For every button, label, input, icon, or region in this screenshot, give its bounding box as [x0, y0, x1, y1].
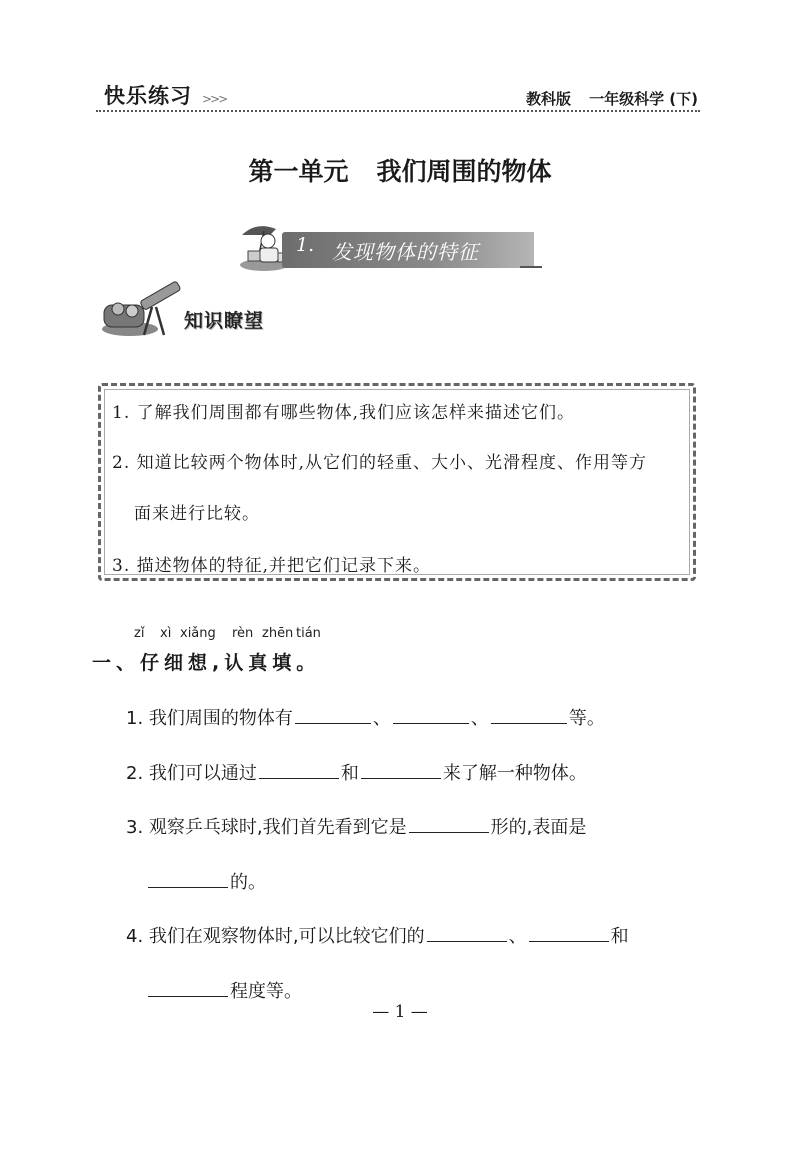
learning-goal-2-cont: 面来进行比较。	[134, 504, 260, 524]
answer-blank[interactable]	[529, 923, 609, 942]
series-title: 快乐练习	[104, 84, 192, 108]
question-2-mid: 和	[340, 763, 359, 784]
edition-label: 教科版	[526, 90, 572, 108]
pinyin-xi: xì	[160, 626, 172, 641]
question-3-text: 3. 观察乒乓球时,我们首先看到它是	[126, 817, 407, 838]
question-3-end: 的。	[230, 872, 266, 893]
answer-blank[interactable]	[409, 814, 489, 833]
answer-blank[interactable]	[148, 869, 228, 888]
question-4-cont	[146, 977, 302, 1003]
lesson-title: 发现物体的特征	[332, 240, 479, 264]
learning-goal-2: 2. 知道比较两个物体时,从它们的轻重、大小、光滑程度、作用等方	[112, 453, 648, 473]
question-3-cont	[146, 868, 266, 894]
answer-blank[interactable]	[361, 760, 441, 779]
question-1	[126, 704, 605, 730]
page-title	[0, 152, 800, 188]
pinyin-zi: zǐ	[134, 626, 145, 641]
question-4-end: 程度等。	[230, 981, 302, 1002]
unit-name: 我们周围的物体	[376, 157, 552, 186]
exercise-heading: 一、仔细想,认真填。	[92, 652, 321, 674]
question-4	[126, 922, 629, 948]
edition-grade	[526, 88, 698, 109]
question-4-sep: 、	[508, 926, 527, 947]
question-1-sep: 、	[372, 708, 391, 729]
learning-goal-1: 1. 了解我们周围都有哪些物体,我们应该怎样来描述它们。	[112, 403, 576, 423]
answer-blank[interactable]	[259, 760, 339, 779]
question-1-end: 等。	[568, 708, 605, 729]
pinyin-ren: rèn	[232, 626, 254, 641]
question-1-text: 1. 我们周围的物体有	[126, 708, 293, 729]
question-3	[126, 813, 586, 839]
page-number: — 1 —	[372, 1002, 428, 1022]
answer-blank[interactable]	[393, 705, 469, 724]
answer-blank[interactable]	[427, 923, 507, 942]
pinyin-tian: tián	[296, 626, 321, 641]
question-4-text: 4. 我们在观察物体时,可以比较它们的	[126, 926, 425, 947]
grade-label: 一年级科学 (下)	[589, 90, 698, 108]
question-3-mid: 形的,表面是	[490, 817, 587, 838]
answer-blank[interactable]	[491, 705, 567, 724]
series-arrows: >>>	[202, 92, 227, 106]
telescope-icon	[100, 277, 188, 339]
section-label-knowledge: 知识瞭望	[184, 310, 265, 332]
unit-label: 第一单元	[248, 157, 349, 186]
answer-blank[interactable]	[295, 705, 371, 724]
lesson-banner-underline	[520, 266, 542, 268]
header-divider	[96, 110, 700, 112]
question-4-mid: 和	[610, 926, 629, 947]
learning-goal-3: 3. 描述物体的特征,并把它们记录下来。	[112, 556, 432, 576]
pinyin-xiang: xiǎng	[180, 626, 216, 641]
question-2	[126, 759, 587, 785]
question-2-end: 来了解一种物体。	[442, 763, 587, 784]
question-1-sep: 、	[470, 708, 489, 729]
pinyin-zhen: zhēn	[262, 626, 294, 641]
question-2-text: 2. 我们可以通过	[126, 763, 257, 784]
answer-blank[interactable]	[148, 978, 228, 997]
lesson-number: 1.	[296, 234, 315, 256]
